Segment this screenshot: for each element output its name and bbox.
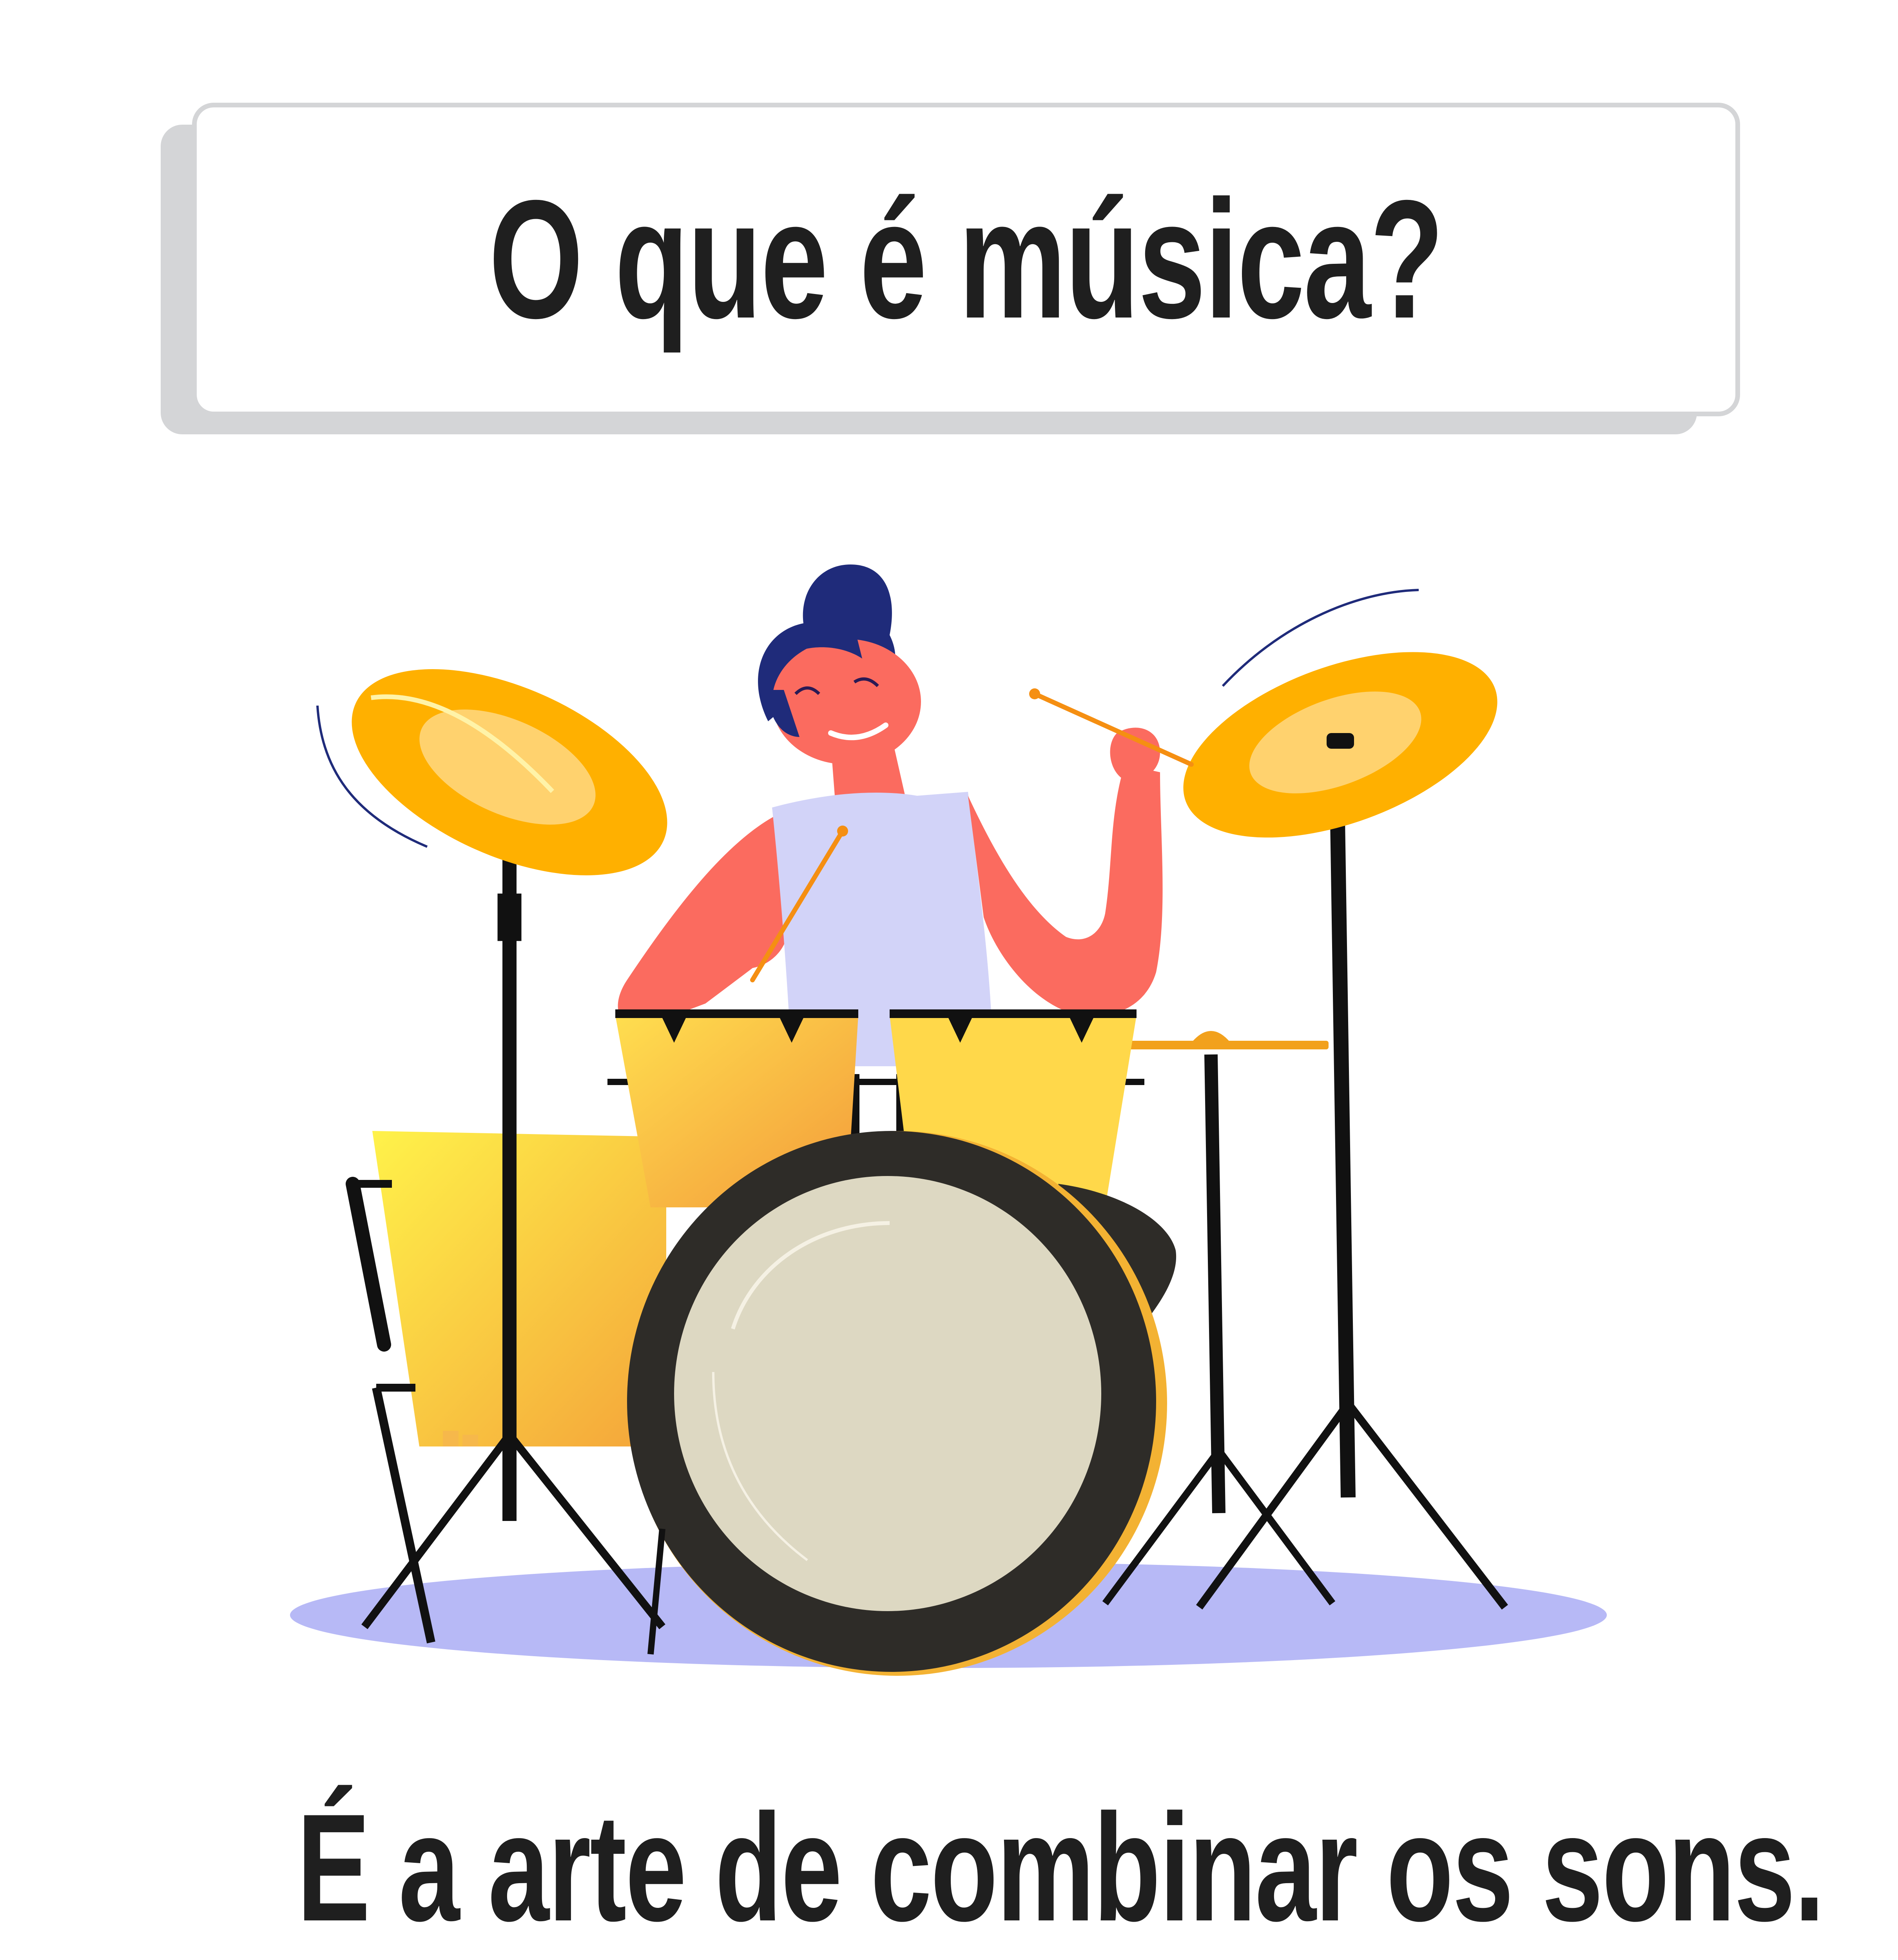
caption: [0, 1780, 1898, 1956]
drummer-face: [772, 639, 921, 764]
drumstick-tip-right: [1029, 688, 1040, 699]
page-title: O que é música?: [489, 165, 1443, 354]
bass-drum: [627, 1131, 1167, 1676]
right-cymbal-nut: [1327, 733, 1354, 749]
floor-tom: [372, 1131, 666, 1446]
small-cymbal: [1125, 1031, 1329, 1049]
drummer-right-arm: [968, 764, 1163, 1016]
right-cymbal-stand: [1199, 745, 1505, 1607]
drumstick-tip-left: [837, 826, 848, 837]
caption-text: É a arte de combinar os sons.: [297, 1782, 1824, 1953]
